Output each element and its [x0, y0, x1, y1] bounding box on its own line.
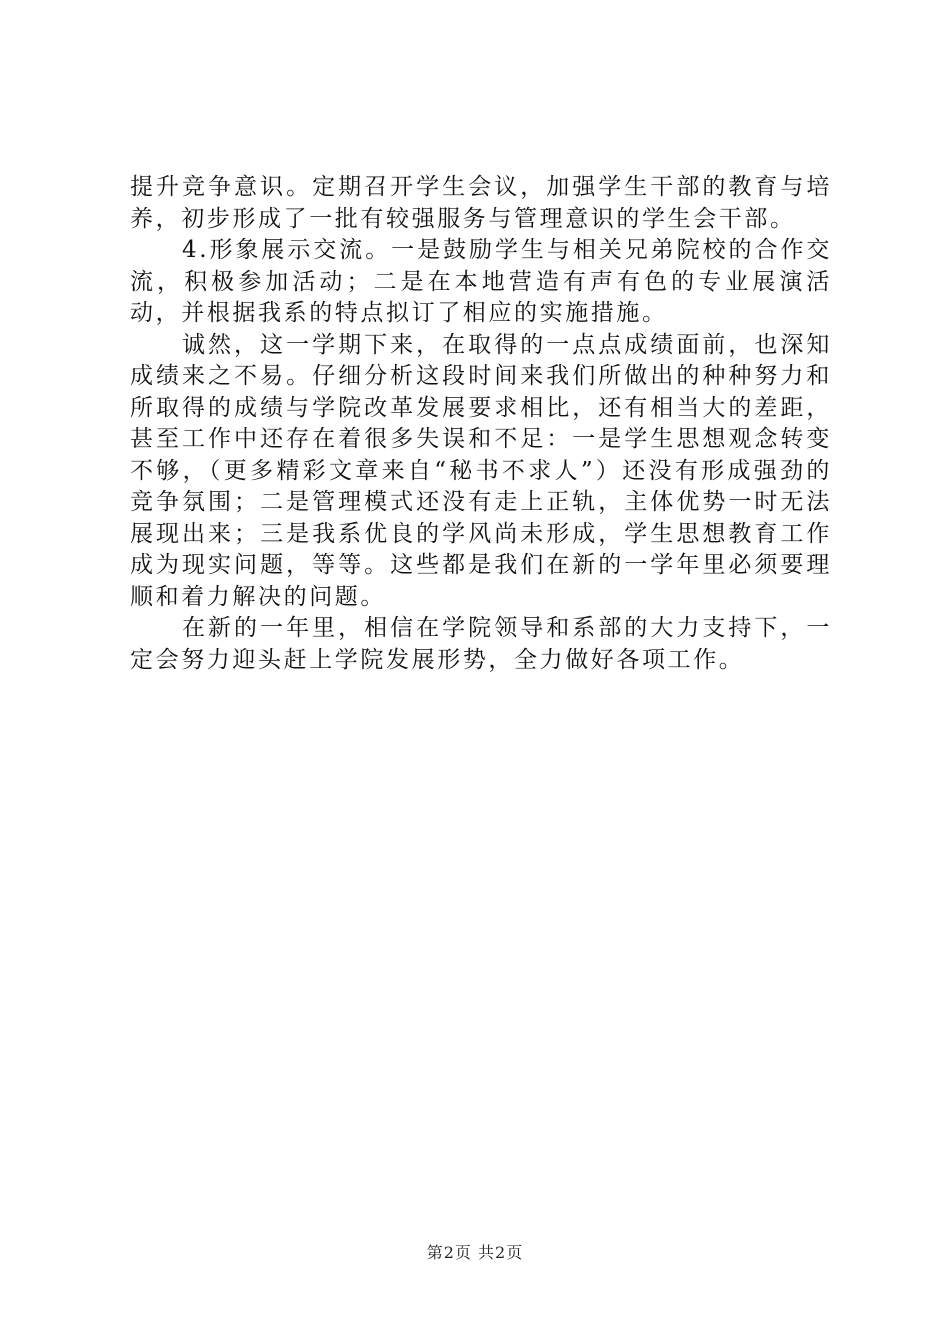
- paragraph-image-exchange: 4.形象展示交流。一是鼓励学生与相关兄弟院校的合作交流，积极参加活动；二是在本地营造有声有色的专业展演活动，并根据我系的特点拟订了相应的实施措施。: [130, 237, 832, 326]
- paragraph-outlook: 在新的一年里，相信在学院领导和系部的大力支持下，一定会努力迎头赶上学院发展形势，全力做好各项工作。: [130, 615, 832, 673]
- paragraph-shortcomings: 诚然，这一学期下来，在取得的一点点成绩面前，也深知成绩来之不易。仔细分析这段时间来我们所做出的种种努力和所取得的成绩与学院改革发展要求相比，还有相当大的差距，甚至工作中还存在着很多失误和不足：一是学生思想观念转变不够，（更多精彩文章来自“秘书不求人”）还没有形成强劲的竞争氛围；二是管理模式还没有走上正轨，主体优势一时无法展现出来；三是我系优良的学风尚未形成，学生思想教育工作成为现实问题，等等。这些都是我们在新的一学年里必须要理顺和着力解决的问题。: [130, 331, 832, 610]
- page-number-footer: 第2页 共2页: [426, 1243, 524, 1262]
- document-body: [130, 172, 832, 676]
- paragraph-continuation: 提升竞争意识。定期召开学生会议，加强学生干部的教育与培养，初步形成了一批有较强服务与管理意识的学生会干部。: [130, 174, 832, 232]
